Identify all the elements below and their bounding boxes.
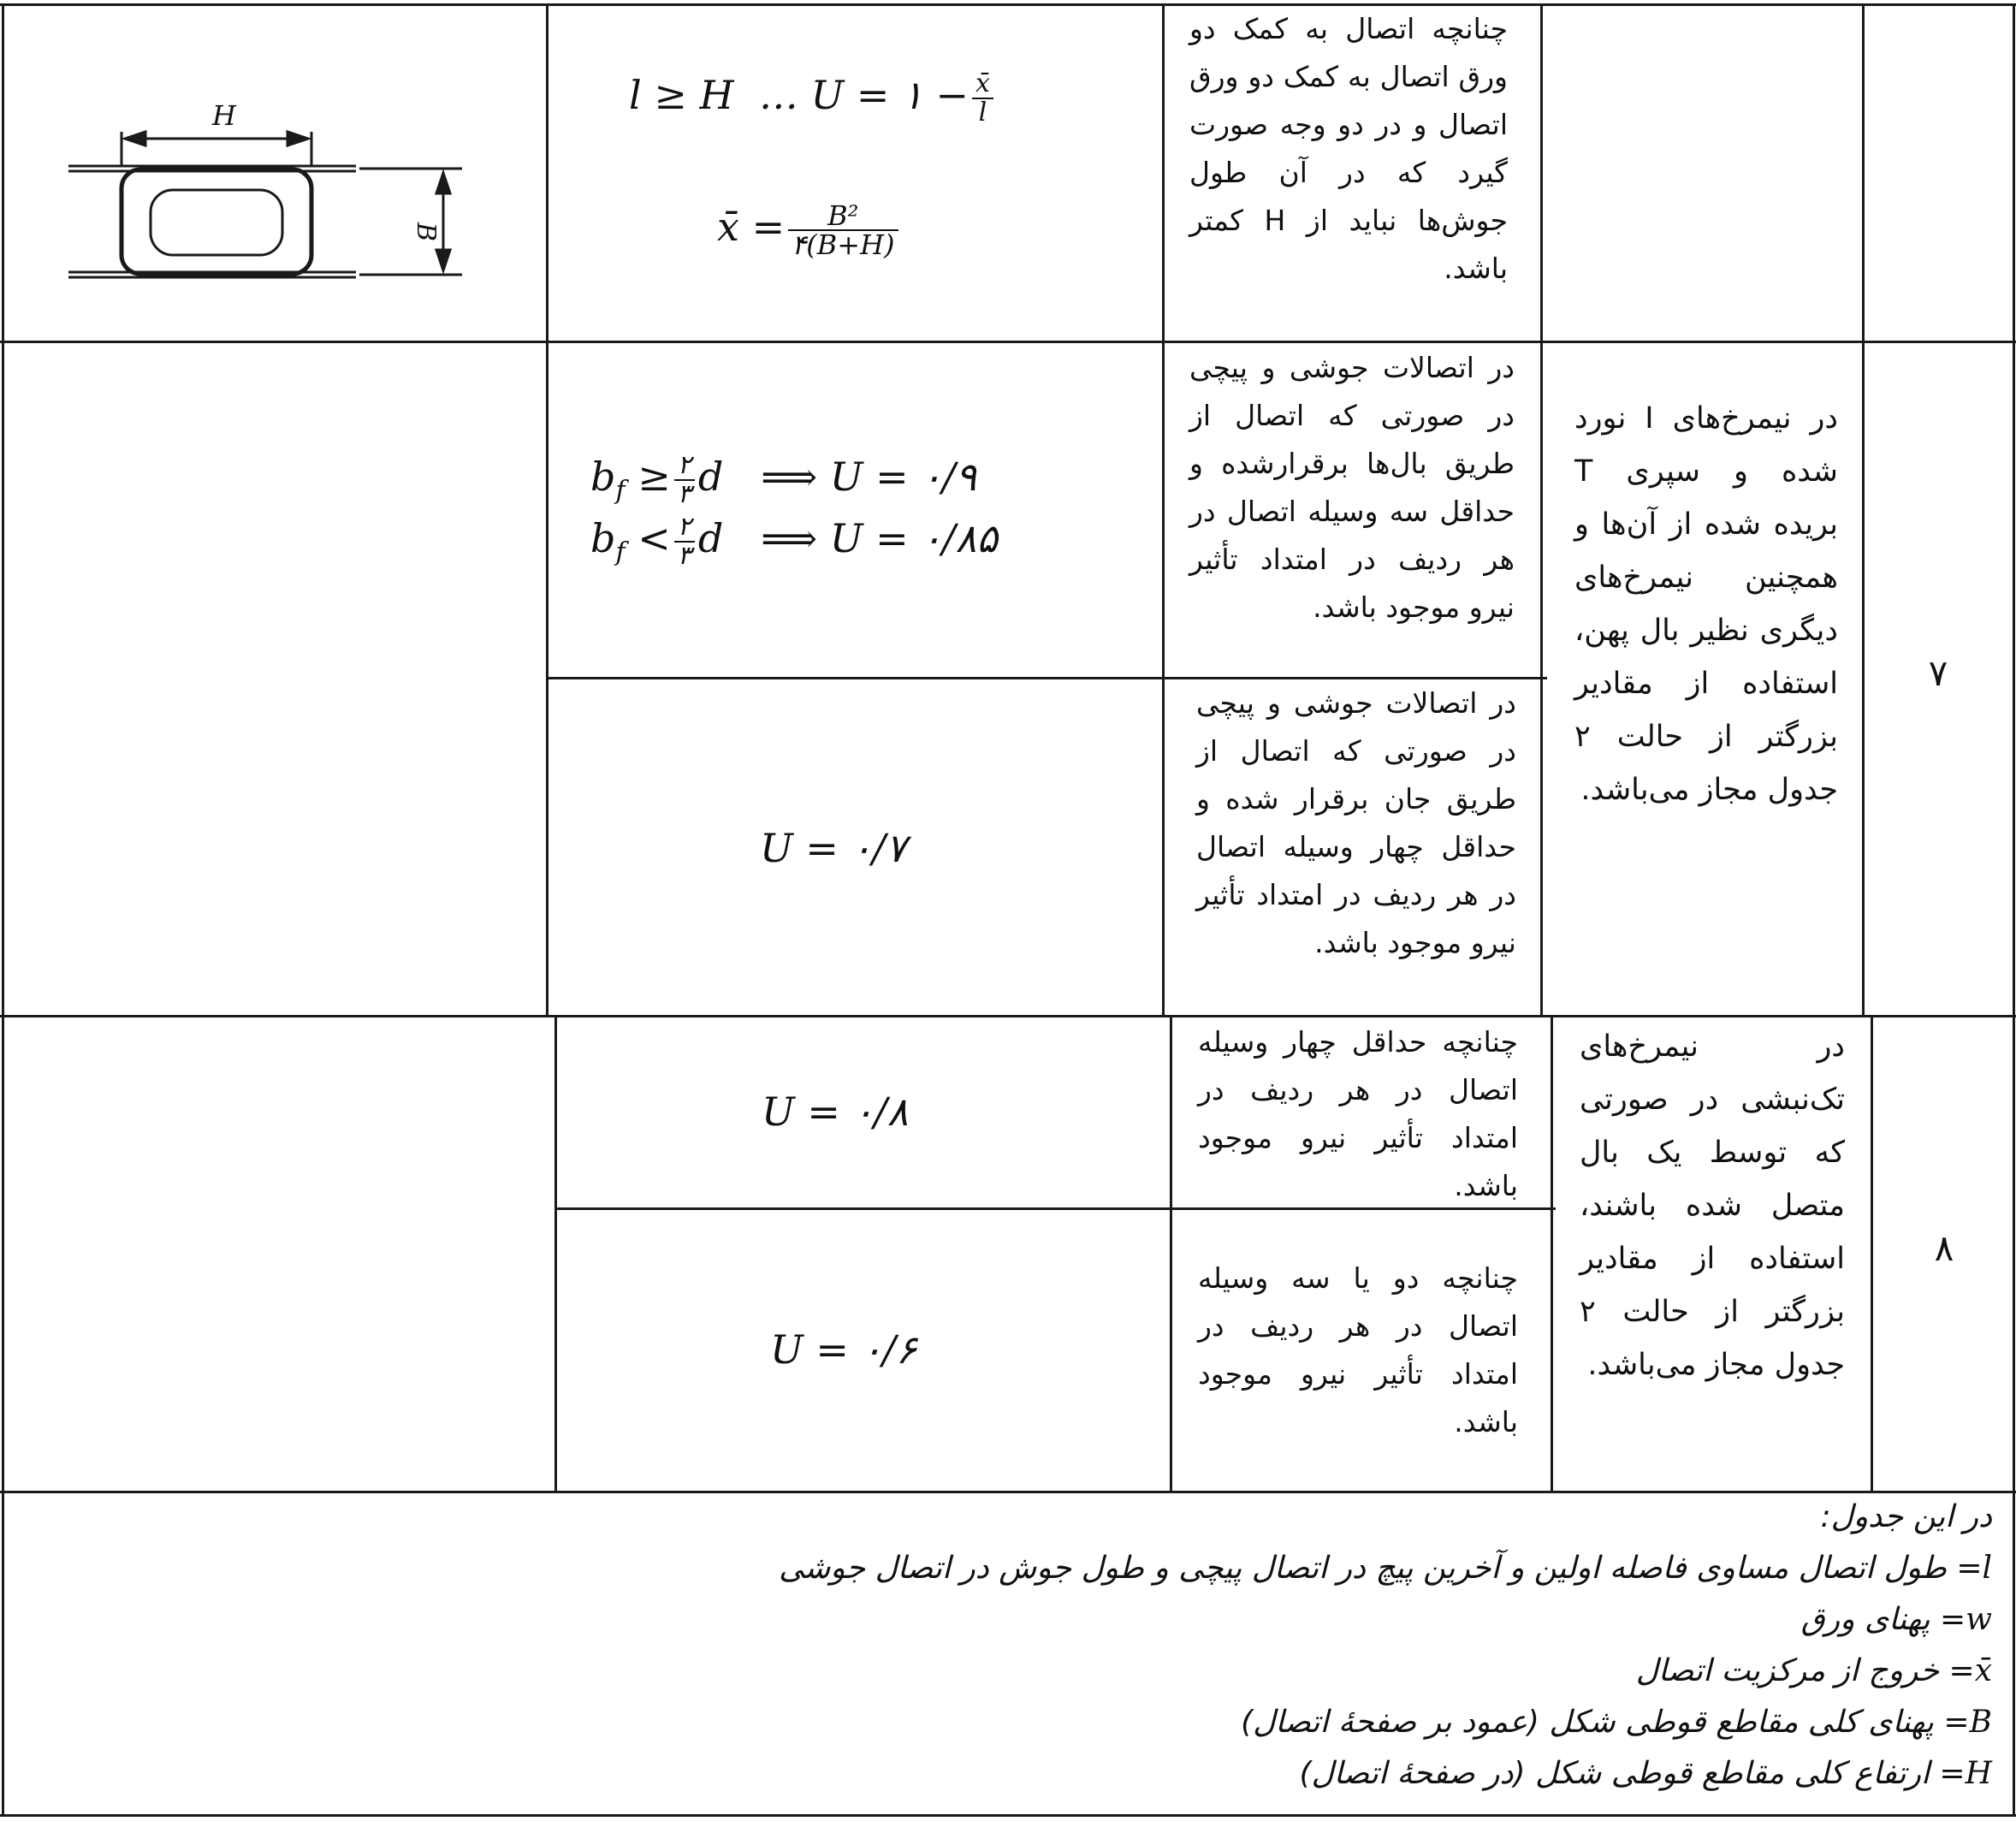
row7-formula-a: $b_f$ ≥ $\frac{۲}{۳}$ d ⟹ U = ۰/۹ [590, 450, 977, 509]
box-formula-xbar: x̄ = [717, 204, 786, 250]
table-left-border [2, 3, 4, 1816]
col-line-number [1862, 3, 1865, 1017]
legend-item-xbar: x̄= خروج از مرکزیت اتصال [1635, 1653, 1992, 1688]
row7-description: در نیمرخ‌های I نورد شده و سپری T بریده شده از آن‌ها و همچنین نیمرخ‌های دیگری نظیر بال پهن، استفاده از مقادیر بزرگتر از حالت ۲ جدول مجاز می‌باشد. [1574, 401, 1838, 807]
box-frac-num: x̄ [972, 70, 993, 99]
figure-h-label: H [212, 99, 236, 132]
row8-sub1-formula: U = ۰/۸ [762, 1089, 909, 1135]
col-line-figure-8 [554, 1015, 557, 1492]
box-frac2-num: B² [788, 202, 898, 231]
col-line-number-8 [1871, 1015, 1873, 1492]
row8-description: در نیمرخ‌های تک‌نبشی در صورتی که توسط یک بال متصل شده باشند، استفاده از مقادیر بزرگتر از حالت ۲ جدول مجاز می‌باشد. [1580, 1029, 1845, 1382]
row-divider-box-7 [0, 341, 2016, 343]
box-frac2-den: ۴(B+H) [792, 228, 895, 261]
row8-sub1-condition: چنانچه حداقل چهار وسیله اتصال در هر ردیف در امتداد تأثیر نیرو موجود باشد. [1198, 1025, 1518, 1202]
figure-b-label: B [411, 222, 441, 242]
row-divider-8-legend [0, 1491, 2016, 1493]
row-divider-7-8 [0, 1015, 2016, 1017]
col-line-condition-8 [1551, 1015, 1553, 1492]
legend-item-h: H= ارتفاع کلی مقاطع قوطی شکل (در صفحهٔ اتصال) [1299, 1756, 1992, 1791]
row7-formula-b: $b_f$ < $\frac{۲}{۳}$ d ⟹ U = ۰/۸۵ [590, 512, 998, 571]
box-formula-u: … U = ۱ − [758, 72, 969, 118]
col-line-figure [546, 3, 548, 1017]
box-formula-line1 [629, 70, 997, 127]
box-formula-line2 [717, 199, 902, 261]
row7-sub2-formula: U = ۰/۷ [760, 825, 907, 871]
box-frac-den: l [978, 98, 987, 128]
row8-sub2-formula: U = ۰/۶ [770, 1326, 917, 1373]
legend-item-l: l= طول اتصال مساوی فاصله اولین و آخرین پیچ در اتصال پیچی و طول جوش در اتصال جوشی [779, 1551, 1992, 1586]
col-line-formula [1162, 3, 1165, 1017]
row7-sub1-condition: در اتصالات جوشی و پیچی در صورتی که اتصال از طریق بال‌ها برقرارشده و حداقل سه وسیله اتصال در هر ردیف در امتداد تأثیر نیرو موجود باشد. [1189, 351, 1515, 624]
row-number-7: ۷ [1928, 652, 1948, 694]
box-formula-ineq: l ≥ H [629, 72, 734, 118]
legend-item-w: w= پهنای ورق [1800, 1602, 1992, 1637]
row8-sub2-condition: چنانچه دو یا سه وسیله اتصال در هر ردیف در امتداد تأثیر نیرو موجود باشد. [1198, 1261, 1518, 1439]
row7-sub2-condition: در اتصالات جوشی و پیچی در صورتی که اتصال از طریق جان برقرار شده و حداقل چهار وسیله اتصال در هر ردیف در امتداد تأثیر نیرو موجود باشد. [1196, 686, 1516, 959]
row-number-8: ۸ [1934, 1227, 1954, 1269]
table-right-border [2013, 3, 2015, 1816]
col-line-formula-8 [1170, 1015, 1172, 1492]
col-line-condition [1540, 3, 1543, 1017]
table-top-border [0, 3, 2016, 6]
box-section-figure [60, 94, 471, 291]
box-condition-text: چنانچه اتصال به کمک دو ورق اتصال به کمک دو ورق اتصال و در دو وجه صورت گیرد که در آن طول جوش‌ها نباید از H کمتر باشد. [1189, 12, 1508, 285]
table-bottom-border [0, 1814, 2016, 1817]
legend-item-b: B= پهنای کلی مقاطع قوطی شکل (عمود بر صفحهٔ اتصال) [1241, 1705, 1992, 1740]
legend-heading: در این جدول: [1820, 1499, 1992, 1534]
